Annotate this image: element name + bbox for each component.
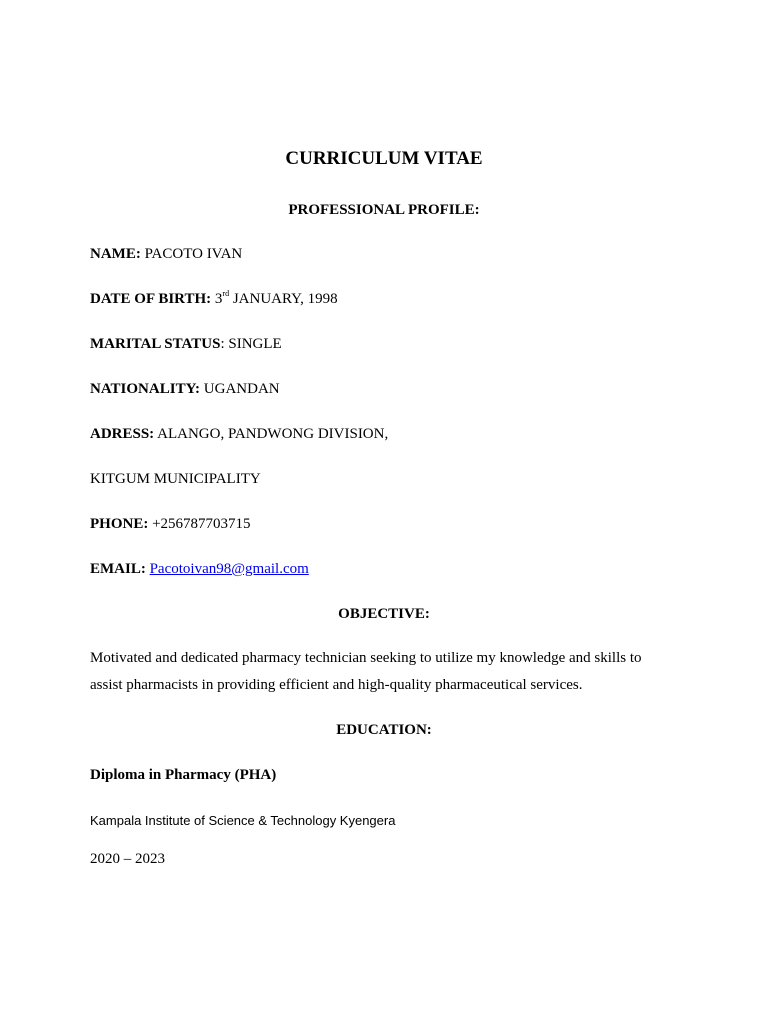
- education-degree: Diploma in Pharmacy (PHA): [90, 767, 277, 783]
- nationality-row: [90, 380, 280, 398]
- email-label: EMAIL:: [90, 561, 146, 577]
- education-institution: Kampala Institute of Science & Technology Kyengera: [90, 813, 396, 828]
- nationality-value: UGANDAN: [203, 381, 280, 397]
- dob-label: DATE OF BIRTH:: [90, 291, 212, 307]
- address-line2: KITGUM MUNICIPALITY: [90, 471, 261, 487]
- address-line1: ALANGO, PANDWONG DIVISION,: [157, 426, 389, 442]
- name-row: [90, 245, 242, 263]
- cv-title: CURRICULUM VITAE: [285, 148, 483, 169]
- dob-day: 3: [214, 291, 223, 307]
- profile-heading: PROFESSIONAL PROFILE:: [288, 202, 480, 218]
- marital-label: MARITAL STATUS: [90, 336, 221, 352]
- name-label: NAME:: [90, 246, 141, 262]
- email-link[interactable]: Pacotoivan98@gmail.com: [149, 561, 309, 577]
- education-years: 2020 – 2023: [90, 851, 165, 867]
- education-heading: EDUCATION:: [336, 722, 432, 738]
- nationality-label: NATIONALITY:: [90, 381, 201, 397]
- marital-row: [90, 335, 282, 353]
- name-value: PACOTO IVAN: [144, 246, 243, 262]
- address-label: ADRESS:: [90, 426, 155, 442]
- address-row: [90, 425, 388, 443]
- objective-text: Motivated and dedicated pharmacy technician seeking to utilize my knowledge and skills to assist pharmacists in providing efficient and high-quality pharmaceutical services.: [90, 650, 642, 693]
- dob-row: [90, 290, 338, 308]
- dob-suffix: rd: [222, 289, 230, 298]
- marital-value: : SINGLE: [220, 336, 282, 352]
- phone-row: [90, 515, 251, 533]
- phone-value: +256787703715: [152, 516, 251, 532]
- phone-label: PHONE:: [90, 516, 149, 532]
- dob-rest: JANUARY, 1998: [232, 291, 338, 307]
- email-row: [90, 560, 309, 578]
- objective-heading: OBJECTIVE:: [338, 606, 430, 622]
